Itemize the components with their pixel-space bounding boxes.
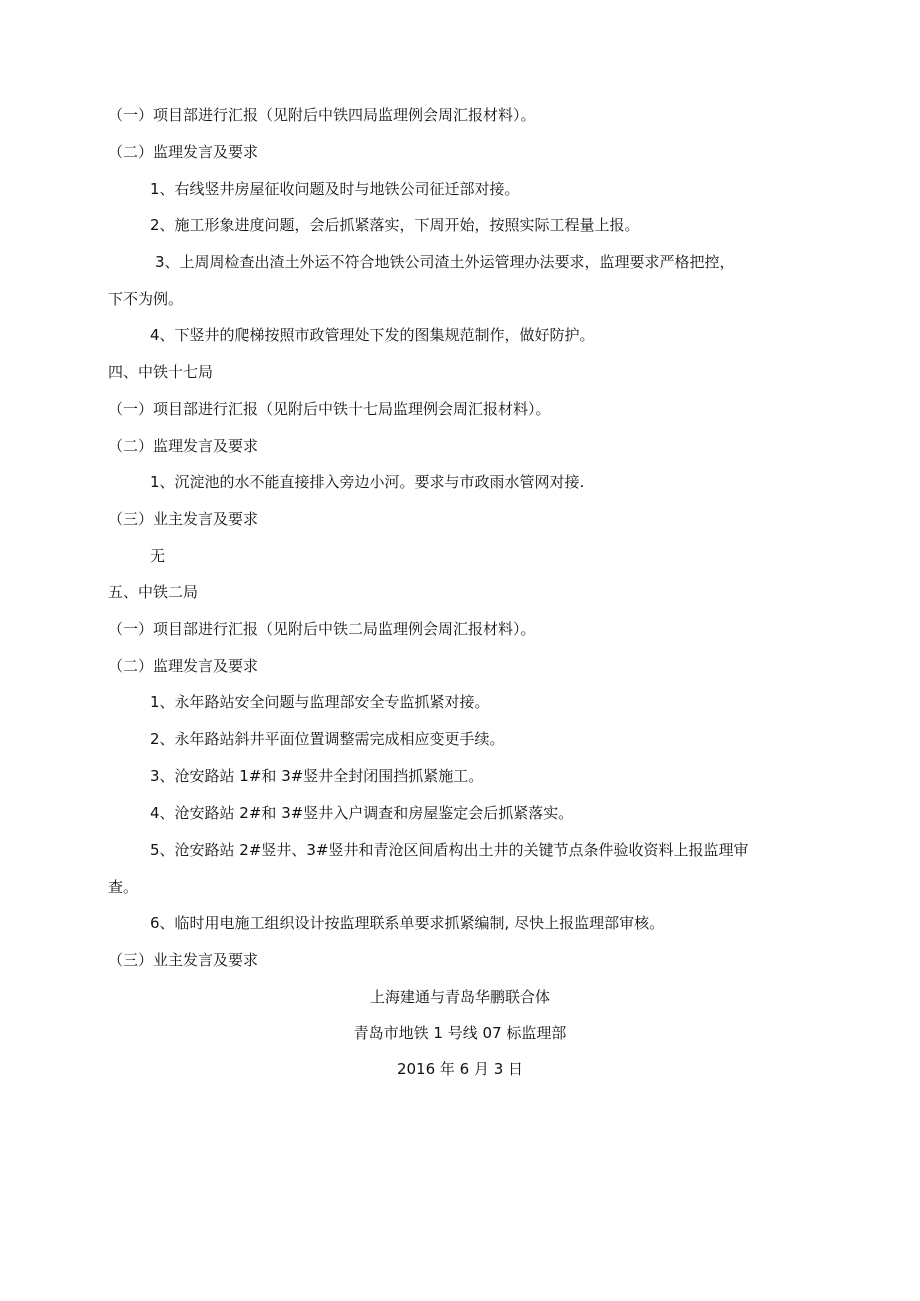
subsection-heading: （二）监理发言及要求 <box>108 657 259 675</box>
list-item: 2、永年路站斜井平面位置调整需完成相应变更手续。 <box>150 730 505 748</box>
subsection-heading: （一）项目部进行汇报（见附后中铁二局监理例会周汇报材料）。 <box>108 620 536 638</box>
list-item: 1、永年路站安全问题与监理部安全专监抓紧对接。 <box>150 693 490 711</box>
list-item: 4、下竖井的爬梯按照市政管理处下发的图集规范制作，做好防护。 <box>150 326 595 344</box>
signature-date: 2016 年 6 月 3 日 <box>396 1060 524 1078</box>
list-item: 3、上周周检查出渣土外运不符合地铁公司渣土外运管理办法要求，监理要求严格把控， <box>155 253 735 271</box>
body-text: 无 <box>150 547 166 565</box>
list-item-continuation: 下不为例。 <box>108 290 184 308</box>
subsection-heading: （三）业主发言及要求 <box>108 510 259 528</box>
section-heading: 四、中铁十七局 <box>108 363 214 381</box>
subsection-heading: （三）业主发言及要求 <box>108 951 259 969</box>
subsection-heading: （二）监理发言及要求 <box>108 437 259 455</box>
list-item: 1、右线竖井房屋征收问题及时与地铁公司征迁部对接。 <box>150 180 520 198</box>
list-item: 1、沉淀池的水不能直接排入旁边小河。要求与市政雨水管网对接. <box>150 473 585 491</box>
list-item: 4、沧安路站 2#和 3#竖井入户调查和房屋鉴定会后抓紧落实。 <box>150 804 574 822</box>
subsection-heading: （二）监理发言及要求 <box>108 143 259 161</box>
list-item: 3、沧安路站 1#和 3#竖井全封闭围挡抓紧施工。 <box>150 767 484 785</box>
section-heading: 五、中铁二局 <box>108 583 199 601</box>
signature-organization: 上海建通与青岛华鹏联合体 <box>369 988 550 1006</box>
list-item: 6、临时用电施工组织设计按监理联系单要求抓紧编制, 尽快上报监理部审核。 <box>150 914 665 932</box>
signature-department: 青岛市地铁 1 号线 07 标监理部 <box>353 1024 567 1042</box>
subsection-heading: （一）项目部进行汇报（见附后中铁十七局监理例会周汇报材料）。 <box>108 400 551 418</box>
subsection-heading: （一）项目部进行汇报（见附后中铁四局监理例会周汇报材料）。 <box>108 106 536 124</box>
list-item: 5、沧安路站 2#竖井、3#竖井和青沧区间盾构出土井的关键节点条件验收资料上报监理审 <box>150 841 749 859</box>
list-item: 2、施工形象进度问题，会后抓紧落实，下周开始，按照实际工程量上报。 <box>150 216 640 234</box>
list-item-continuation: 查。 <box>108 878 139 896</box>
